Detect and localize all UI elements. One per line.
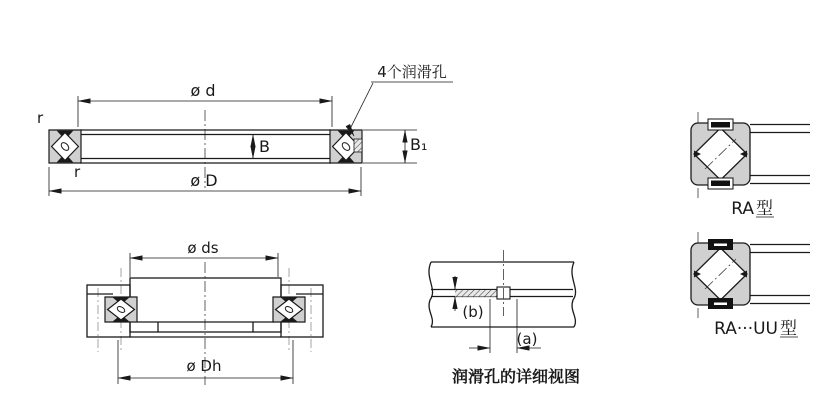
dim-label-b: (b) xyxy=(462,303,484,321)
break-line-left xyxy=(429,262,433,327)
ra-uu-type-label: RA···UU xyxy=(714,319,778,339)
bearing-section-left xyxy=(49,130,81,163)
ra-type-label-suffix: 型 xyxy=(756,199,773,219)
lubrication-hole xyxy=(354,139,362,152)
dim-label-a: (a) xyxy=(516,330,538,348)
ra-uu-type-figure xyxy=(691,232,810,339)
ra-type-label: RA xyxy=(731,199,754,219)
dim-label-B1: B₁ xyxy=(410,135,428,154)
note-leader xyxy=(350,83,373,136)
dim-label-B: B xyxy=(259,137,270,156)
ra-uu-type-label-suffix: 型 xyxy=(780,319,797,339)
dim-label-D: ø D xyxy=(190,171,218,190)
bearing-type-figures xyxy=(691,112,810,339)
dim-label-d: ø d xyxy=(190,81,216,100)
mounting-example-figure xyxy=(87,239,323,385)
dim-label-Dh: ø Dh xyxy=(186,357,222,375)
lube-groove xyxy=(455,290,497,297)
break-line-right xyxy=(572,262,576,327)
shaft-section xyxy=(130,278,281,332)
dim-label-ds: ø ds xyxy=(187,239,219,257)
detail-caption: 润滑孔的详细视图 xyxy=(451,367,581,386)
chamfer-label-r-top: r xyxy=(37,109,44,127)
bearing-section-right xyxy=(273,297,305,322)
lube-holes-note: 4个润滑孔 xyxy=(377,63,447,81)
ra-type-figure xyxy=(691,112,810,219)
lube-hole-detail-figure xyxy=(429,250,580,386)
chamfer-label-r-bottom: r xyxy=(74,163,81,181)
bearing-section-left xyxy=(105,297,137,322)
main-cross-section-figure xyxy=(37,63,453,196)
